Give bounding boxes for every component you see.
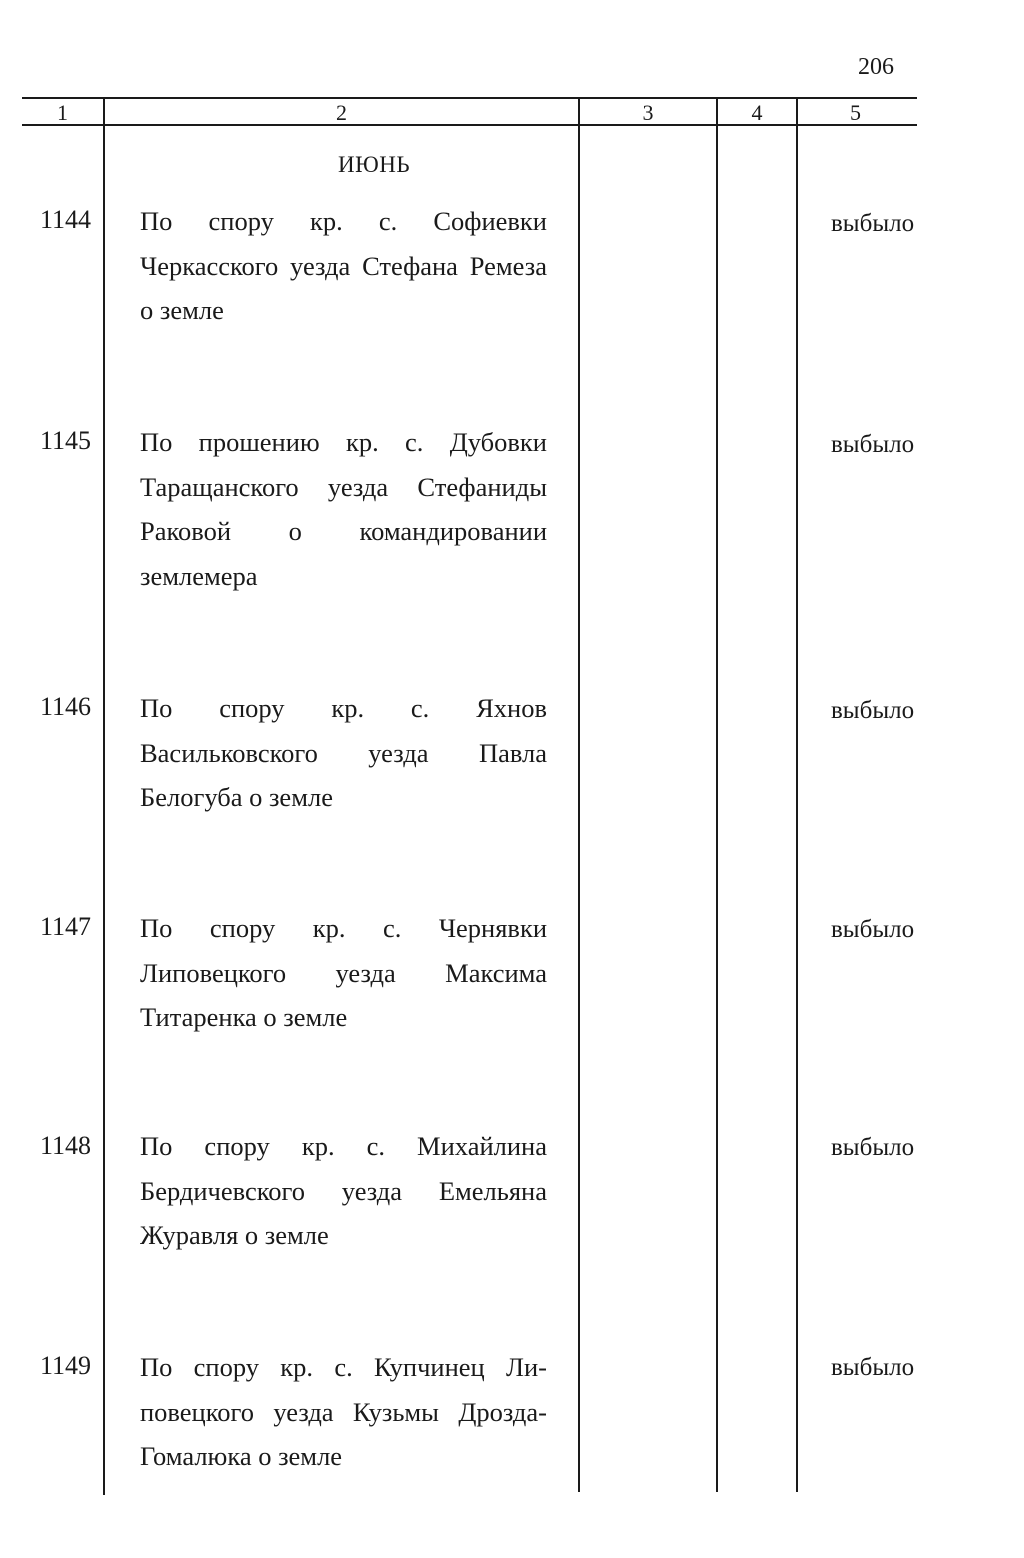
- row-number: 1144: [40, 205, 92, 234]
- row-status: выбыло: [831, 210, 915, 237]
- row-number: 1145: [40, 426, 92, 455]
- page-number: 206: [858, 54, 894, 80]
- row-description: По спору кр. с. Яхнов Васильковского уезда Павла Белогуба о земле: [140, 693, 547, 812]
- row-status: выбыло: [831, 1134, 915, 1161]
- row-description: По спору кр. с. Софиевки Черкасского уезда Стефана Ремеза о земле: [140, 206, 547, 325]
- month-heading: ИЮНЬ: [338, 152, 411, 177]
- column-divider-4: [796, 97, 798, 1492]
- column-header-2: 2: [336, 100, 347, 125]
- row-description: По прошению кр. с. Дубовки Таращанского уезда Стефаниды Раковой о командировании землемера: [140, 427, 547, 591]
- column-header-1: 1: [57, 100, 68, 125]
- table-top-rule: [22, 97, 917, 99]
- column-header-3: 3: [642, 100, 654, 125]
- column-header-5: 5: [850, 100, 861, 125]
- row-status: выбыло: [831, 431, 915, 458]
- row-number: 1149: [40, 1351, 92, 1380]
- column-divider-1: [103, 97, 105, 1495]
- column-header-4: 4: [751, 100, 763, 125]
- column-divider-3: [716, 97, 718, 1492]
- row-description: По спору кр. с. Купчинец Липовецкого уезда Кузьмы Дрозда-Гомалюка о земле: [140, 1352, 547, 1471]
- row-description: По спору кр. с. Михайлина Бердичевского уезда Емельяна Журавля о земле: [140, 1131, 547, 1250]
- row-number: 1147: [40, 912, 92, 941]
- row-description: По спору кр. с. Чернявки Липовецкого уезда Максима Титаренка о земле: [140, 913, 547, 1032]
- row-status: выбыло: [831, 1354, 915, 1381]
- row-status: выбыло: [831, 697, 915, 724]
- row-status: выбыло: [831, 916, 915, 943]
- row-number: 1146: [40, 692, 92, 721]
- column-divider-2: [578, 97, 580, 1492]
- row-number: 1148: [40, 1131, 92, 1160]
